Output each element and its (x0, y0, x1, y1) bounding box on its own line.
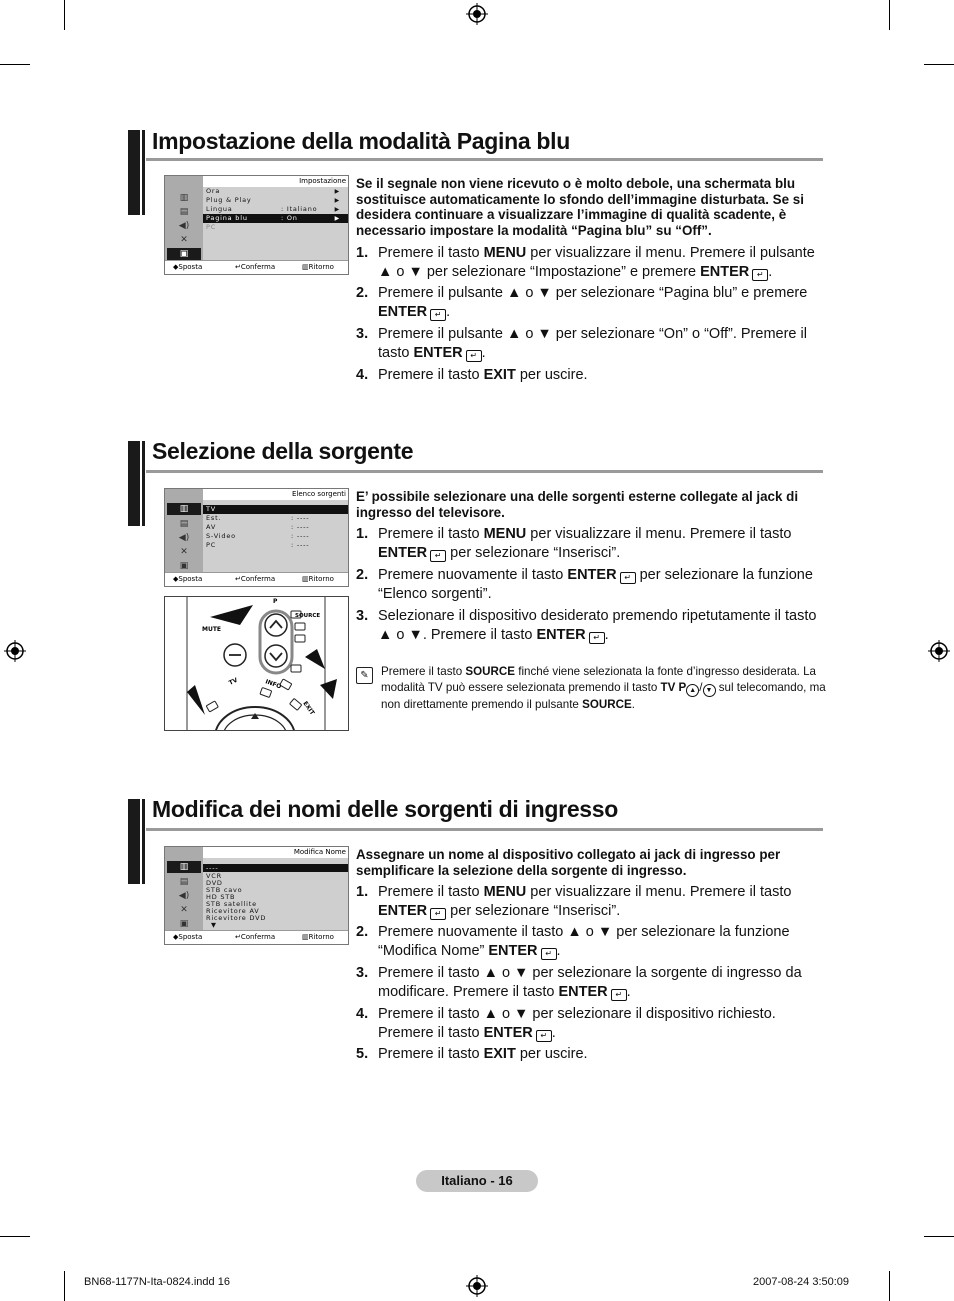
osd-row-s-video (203, 532, 348, 541)
sound-icon: ◀) (178, 891, 190, 901)
registration-mark-icon (466, 1275, 488, 1297)
channel-down-icon: ▼ (703, 684, 716, 697)
arrow-right-icon: ▶ (334, 206, 340, 213)
step-number: 2. (356, 285, 369, 301)
enter-icon: ↵ (611, 989, 627, 1001)
enter-icon: ↵ (466, 350, 482, 362)
osd-menu-impostazione (164, 175, 349, 275)
osd-body (203, 187, 348, 261)
step-number: 3. (356, 326, 369, 342)
osd-row-label: AV (206, 523, 217, 531)
osd-row-label: VCR (206, 872, 222, 880)
osd-row-est (203, 514, 348, 523)
intro-paragraph: E’ possibile selezionare una delle sorgenti esterne collegate al jack di ingresso del televisore. (356, 489, 799, 520)
step-text: Premere il tasto EXIT per uscire. (378, 1046, 588, 1062)
osd-footer-confirm-label: Conferma (240, 933, 276, 941)
section-bar (128, 441, 140, 526)
step-number: 4. (356, 367, 369, 383)
osd-row-value: : ---- (291, 514, 310, 522)
osd-header: Modifica Nome (203, 847, 348, 858)
osd-row-label: STB satellite (206, 900, 257, 908)
arrow-right-icon: ▶ (334, 215, 340, 222)
setup-icon: ▣ (179, 919, 189, 929)
osd-row-ora (203, 187, 348, 196)
osd-footer (165, 930, 348, 944)
remote-label-mute: MUTE (202, 626, 222, 633)
registration-mark-icon (928, 640, 950, 662)
osd-footer-move-label: Sposta (178, 575, 203, 583)
osd-row-lingua (203, 205, 348, 214)
osd-footer (165, 572, 348, 586)
enter-icon: ↵ (589, 632, 605, 644)
remote-label-exit: EXIT (301, 700, 316, 717)
osd-footer-move-label: Sposta (178, 933, 203, 941)
tools-icon: ✕ (180, 235, 188, 245)
step-number: 4. (356, 1006, 369, 1022)
osd-row-label: Plug & Play (206, 196, 252, 204)
osd-footer-confirm: ↵ Conferma (235, 931, 241, 944)
intro-paragraph: Assegnare un nome al dispositivo collegato ai jack di ingresso per semplificare la selezione della sorgente di ingresso. (356, 847, 781, 878)
osd-row-more (203, 921, 348, 929)
step-number: 3. (356, 965, 369, 981)
enter-icon: ↵ (752, 269, 768, 281)
osd-menu-elenco-sorgenti (164, 488, 349, 587)
osd-footer-back: ▥ Ritorno (302, 261, 309, 274)
enter-icon: ↵ (430, 908, 446, 920)
osd-row-blank (203, 864, 348, 872)
osd-row-label: HD STB (206, 893, 236, 901)
picture-icon: ▤ (179, 519, 189, 529)
tools-icon: ✕ (180, 547, 188, 557)
section-bar (128, 130, 140, 215)
osd-row-pagina-blu (203, 214, 348, 223)
osd-row-label: Est. (206, 514, 222, 522)
osd-row-label: DVD (206, 879, 223, 887)
osd-header: Impostazione (203, 176, 348, 187)
remote-control-icon (165, 597, 348, 730)
intro-paragraph: Se il segnale non viene ricevuto o è molto debole, una schermata blu sostituisce automaticamente lo sfondo dell’immagine disturbata. Se si desidera continuare a visualizzare l’immagine di qualità scadente, è necessario impostare la modalità “Pagina blu” su “Off”. (356, 176, 804, 238)
step-text: Premere nuovamente il tasto ENTER ↵ per selezionare la funzione “Elenco sorgenti”. (378, 567, 813, 602)
remote-control-illustration (164, 596, 349, 731)
remote-label-tv: TV (227, 676, 239, 687)
osd-header: Elenco sorgenti (203, 489, 348, 500)
date-slug: 2007-08-24 3:50:09 (753, 1276, 850, 1288)
picture-icon: ▤ (179, 877, 189, 887)
osd-footer-move: ◆ Sposta (173, 931, 178, 944)
enter-icon: ↵ (536, 1030, 552, 1042)
osd-row-label: TV (206, 505, 217, 513)
setup-icon: ▣ (167, 248, 201, 260)
osd-footer-move: ◆ Sposta (173, 573, 178, 586)
osd-row-label: PC (206, 541, 217, 549)
step-text: Premere il pulsante ▲ o ▼ per selezionare “On” o “Off”. Premere il tasto ENTER ↵ . (378, 326, 807, 361)
note-icon: ✎ (356, 667, 373, 684)
remote-label-source: SOURCE (295, 613, 321, 619)
section-rule (146, 828, 823, 831)
osd-sidebar (165, 176, 203, 261)
osd-row-pc (203, 541, 348, 550)
step-text: Premere nuovamente il tasto ▲ o ▼ per selezionare la funzione “Modifica Nome” ENTER ↵ . (378, 924, 790, 959)
osd-body (203, 858, 348, 931)
osd-sidebar (165, 489, 203, 573)
scroll-down-icon: ▼ (211, 921, 217, 929)
channel-icon: ▤ (179, 207, 189, 217)
section-title: Impostazione della modalità Pagina blu (152, 128, 571, 154)
osd-footer-back: ▥ Ritorno (302, 931, 309, 944)
osd-row-label: PC (206, 223, 217, 231)
osd-sidebar (165, 847, 203, 931)
page-number: Italiano - 16 (416, 1170, 538, 1192)
osd-row-label: Ora (206, 187, 221, 195)
osd-row-value: : ---- (291, 523, 310, 531)
osd-footer-back-label: Ritorno (308, 933, 334, 941)
osd-row-label: Lingua (206, 205, 233, 213)
step-number: 3. (356, 608, 369, 624)
step-text: Premere il pulsante ▲ o ▼ per selezionare “Pagina blu” e premere ENTER ↵ . (378, 285, 808, 320)
section-title: Selezione della sorgente (152, 438, 414, 464)
osd-row-label: Pagina blu (206, 214, 248, 222)
osd-row-value: : Italiano (281, 205, 318, 213)
osd-footer-confirm: ↵ Conferma (235, 261, 241, 274)
osd-menu-modifica-nome (164, 846, 349, 945)
registration-mark-icon (466, 3, 488, 25)
step-number: 1. (356, 245, 369, 261)
setup-icon: ▣ (179, 561, 189, 571)
osd-footer-move: ◆ Sposta (173, 261, 178, 274)
osd-row-label: S-Video (206, 532, 236, 540)
note-text: Premere il tasto SOURCE finché viene selezionata la fonte d’ingresso desiderata. La modalità TV può essere selezionata premendo il tasto TV P ▲ / ▼ sul telecomando, ma non direttamente premendo il pulsante SOURCE. (381, 665, 826, 711)
section-rule (146, 470, 823, 473)
osd-footer-back-label: Ritorno (308, 263, 334, 271)
sound-icon: ◀) (178, 533, 190, 543)
step-text: Premere il tasto EXIT per uscire. (378, 367, 588, 383)
osd-footer-confirm-label: Conferma (240, 575, 276, 583)
osd-footer (165, 260, 348, 274)
osd-footer-back: ▥ Ritorno (302, 573, 309, 586)
osd-row-value: : On (281, 214, 298, 222)
step-number: 2. (356, 567, 369, 583)
step-number: 1. (356, 526, 369, 542)
osd-footer-confirm-label: Conferma (240, 263, 276, 271)
osd-row-label: ---- (206, 864, 219, 872)
tools-icon: ✕ (180, 905, 188, 915)
picture-icon: ▥ (179, 193, 189, 203)
osd-row-label: STB cavo (206, 886, 243, 894)
step-text: Premere il tasto ▲ o ▼ per selezionare il dispositivo richiesto. Premere il tasto ENTER ↵ . (378, 1006, 776, 1041)
step-text: Premere il tasto MENU per visualizzare il menu. Premere il pulsante ▲ o ▼ per selezionare “Impostazione” e premere ENTER ↵ . (378, 245, 815, 280)
input-icon: ▥ (167, 503, 201, 515)
remote-label-info: INFO (264, 678, 283, 691)
osd-row-pc (203, 223, 348, 232)
arrow-right-icon: ▶ (334, 188, 340, 195)
enter-icon: ↵ (430, 550, 446, 562)
osd-footer-move-label: Sposta (178, 263, 203, 271)
osd-row-plug-play (203, 196, 348, 205)
osd-footer-confirm: ↵ Conferma (235, 573, 241, 586)
osd-footer-back-label: Ritorno (308, 575, 334, 583)
enter-icon: ↵ (430, 309, 446, 321)
step-text: Selezionare il dispositivo desiderato premendo ripetutamente il tasto ▲ o ▼. Premere il tasto ENTER ↵ . (378, 608, 817, 643)
registration-mark-icon (4, 640, 26, 662)
file-slug: BN68-1177N-Ita-0824.indd 16 (84, 1276, 230, 1288)
step-text: Premere il tasto MENU per visualizzare il menu. Premere il tasto ENTER ↵ per selezionare “Inserisci”. (378, 526, 792, 561)
channel-up-icon: ▲ (686, 684, 699, 697)
osd-body (203, 500, 348, 573)
step-text: Premere il tasto ▲ o ▼ per selezionare la sorgente di ingresso da modificare. Premere il tasto ENTER ↵ . (378, 965, 802, 1000)
step-number: 1. (356, 884, 369, 900)
section-bar (128, 799, 140, 884)
osd-row-value: : ---- (291, 541, 310, 549)
step-text: Premere il tasto MENU per visualizzare il menu. Premere il tasto ENTER ↵ per selezionare “Inserisci”. (378, 884, 792, 919)
remote-label-p: P (273, 598, 278, 605)
enter-icon: ↵ (541, 948, 557, 960)
arrow-right-icon: ▶ (334, 197, 340, 204)
osd-row-tv (203, 505, 348, 514)
step-number: 2. (356, 924, 369, 940)
osd-row-av (203, 523, 348, 532)
section-title: Modifica dei nomi delle sorgenti di ingresso (152, 796, 619, 822)
osd-row-value: : ---- (291, 532, 310, 540)
osd-row-label: Ricevitore DVD (206, 914, 267, 922)
osd-row-label: Ricevitore AV (206, 907, 260, 915)
sound-icon: ◀) (178, 221, 190, 231)
step-number: 5. (356, 1046, 369, 1062)
input-icon: ▥ (167, 861, 201, 873)
section-rule (146, 158, 823, 161)
enter-icon: ↵ (620, 572, 636, 584)
